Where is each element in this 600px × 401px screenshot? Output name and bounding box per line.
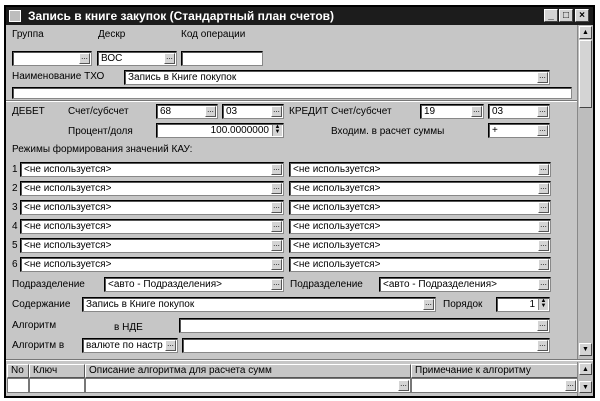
- tho-extra-field[interactable]: [12, 87, 572, 99]
- tho-value: Запись в Книге покупок: [128, 72, 237, 83]
- kau-debit-lookup-button[interactable]: ...: [271, 202, 282, 213]
- grid-col-note[interactable]: Примечание к алгоритму: [411, 364, 578, 378]
- desc-field[interactable]: [97, 51, 177, 66]
- content-field[interactable]: [82, 297, 436, 312]
- grid-cell-description[interactable]: [85, 378, 411, 393]
- tho-field[interactable]: [124, 70, 550, 85]
- opcode-label: Код операции: [181, 29, 246, 40]
- kau-credit-field[interactable]: [289, 181, 551, 196]
- window: [4, 5, 595, 398]
- kau-debit-field[interactable]: [20, 238, 284, 253]
- credit-account-value: 19: [424, 106, 436, 117]
- order-spinner[interactable]: ▲ ▼: [538, 299, 548, 310]
- kau-credit-lookup-button[interactable]: ...: [538, 259, 549, 270]
- kau-debit-lookup-button[interactable]: ...: [271, 183, 282, 194]
- grid-col-no[interactable]: No: [7, 364, 29, 378]
- debit-account-field[interactable]: [156, 104, 218, 119]
- debit-subaccount-value: 03: [226, 106, 238, 117]
- content-value: Запись в Книге покупок: [86, 299, 195, 310]
- kau-credit-lookup-button[interactable]: ...: [538, 183, 549, 194]
- scroll-down-button[interactable]: ▼: [579, 343, 592, 356]
- kau-credit-field[interactable]: [289, 162, 551, 177]
- grid-description-lookup-button[interactable]: ...: [398, 380, 409, 391]
- division-debit-label: Подразделение: [12, 279, 85, 290]
- percent-value: 100.0000000: [210, 125, 269, 136]
- debit-subaccount-lookup-button[interactable]: ...: [271, 106, 282, 117]
- kau-debit-field[interactable]: [20, 181, 284, 196]
- title-bar[interactable]: [6, 7, 593, 25]
- kau-credit-lookup-button[interactable]: ...: [538, 240, 549, 251]
- kau-credit-field[interactable]: [289, 219, 551, 234]
- division-debit-value: <авто - Подразделения>: [108, 279, 222, 290]
- kau-credit-value: <не используется>: [293, 240, 381, 251]
- division-credit-lookup-button[interactable]: ...: [538, 279, 549, 290]
- scroll-thumb[interactable]: [579, 40, 592, 108]
- algorithm-currency-lookup-button[interactable]: ...: [537, 340, 548, 351]
- sum-value: +: [492, 125, 498, 136]
- kau-row-number: 4: [12, 221, 18, 232]
- kau-debit-lookup-button[interactable]: ...: [271, 164, 282, 175]
- credit-subaccount-field[interactable]: [488, 104, 550, 119]
- grid-cell-no[interactable]: [7, 378, 29, 393]
- currency-select[interactable]: [82, 338, 178, 353]
- algorithm-nde-lookup-button[interactable]: ...: [537, 320, 548, 331]
- grid-scrollbar[interactable]: [577, 362, 593, 396]
- kau-debit-value: <не используется>: [24, 240, 112, 251]
- group-label: Группа: [12, 29, 44, 40]
- division-credit-label: Подразделение: [290, 279, 363, 290]
- grid-separator: [6, 359, 593, 361]
- kau-debit-field[interactable]: [20, 162, 284, 177]
- kau-credit-value: <не используется>: [293, 183, 381, 194]
- window-title: Запись в книге закупок (Стандартный план счетов): [28, 9, 335, 23]
- group-field[interactable]: [12, 51, 92, 66]
- kau-debit-value: <не используется>: [24, 164, 112, 175]
- kau-row-number: 5: [12, 240, 18, 251]
- algorithm-nde-field[interactable]: [179, 318, 550, 333]
- percent-field[interactable]: [156, 123, 284, 138]
- algorithm-nde-label: в НДЕ: [114, 322, 143, 333]
- kau-debit-lookup-button[interactable]: ...: [271, 240, 282, 251]
- kau-credit-value: <не используется>: [293, 202, 381, 213]
- percent-label: Процент/доля: [68, 126, 133, 137]
- sum-lookup-button[interactable]: ...: [537, 125, 548, 136]
- kau-debit-value: <не используется>: [24, 202, 112, 213]
- division-debit-lookup-button[interactable]: ...: [271, 279, 282, 290]
- kau-credit-lookup-button[interactable]: ...: [538, 221, 549, 232]
- tho-lookup-button[interactable]: ...: [537, 72, 548, 83]
- tho-label: Наименование ТХО: [12, 71, 105, 82]
- kau-credit-field[interactable]: [289, 200, 551, 215]
- algorithm-in-label: Алгоритм в: [12, 340, 65, 351]
- kau-credit-value: <не используется>: [293, 259, 381, 270]
- algorithm-currency-field[interactable]: [182, 338, 550, 353]
- kau-debit-value: <не используется>: [24, 183, 112, 194]
- credit-label: КРЕДИТ Счет/субсчет: [289, 106, 392, 117]
- kau-credit-lookup-button[interactable]: ...: [538, 202, 549, 213]
- kau-credit-field[interactable]: [289, 238, 551, 253]
- debit-account-lookup-button[interactable]: ...: [205, 106, 216, 117]
- kau-credit-value: <не используется>: [293, 164, 381, 175]
- kau-debit-field[interactable]: [20, 257, 284, 272]
- kau-row-number: 1: [12, 164, 18, 175]
- debit-subaccount-field[interactable]: [222, 104, 284, 119]
- kau-credit-field[interactable]: [289, 257, 551, 272]
- currency-select-value: валюте по настр: [86, 340, 163, 351]
- desc-value: ВОС: [101, 53, 123, 64]
- order-value: 1: [529, 299, 535, 310]
- kau-row-number: 3: [12, 202, 18, 213]
- debit-account-label: Счет/субсчет: [68, 106, 129, 117]
- grid-note-lookup-button[interactable]: ...: [565, 380, 576, 391]
- form-scrollbar[interactable]: [577, 25, 593, 360]
- kau-debit-lookup-button[interactable]: ...: [271, 259, 282, 270]
- credit-subaccount-lookup-button[interactable]: ...: [537, 106, 548, 117]
- sum-label: Входим. в расчет суммы: [331, 126, 445, 137]
- grid-cell-note[interactable]: [411, 378, 578, 393]
- close-button[interactable]: ×: [575, 9, 589, 22]
- kau-row-number: 2: [12, 183, 18, 194]
- scroll-up-button[interactable]: ▲: [579, 26, 592, 39]
- sum-field[interactable]: [488, 123, 550, 138]
- order-label: Порядок: [443, 299, 483, 310]
- grid-col-description[interactable]: Описание алгоритма для расчета сумм: [85, 364, 411, 378]
- window-icon: [9, 10, 21, 22]
- kau-debit-value: <не используется>: [24, 259, 112, 270]
- kau-debit-field[interactable]: [20, 200, 284, 215]
- desc-label: Дескр: [98, 29, 126, 40]
- grid-scroll-down-button[interactable]: ▼: [579, 381, 592, 393]
- order-field[interactable]: [496, 297, 550, 312]
- grid-scroll-up-button[interactable]: ▲: [579, 363, 592, 375]
- currency-select-button[interactable]: ...: [165, 340, 176, 351]
- debit-label: ДЕБЕТ: [12, 106, 45, 117]
- division-credit-field[interactable]: [379, 277, 551, 292]
- algorithm-label: Алгоритм: [12, 320, 57, 331]
- grid-col-key[interactable]: Ключ: [29, 364, 85, 378]
- content-lookup-button[interactable]: ...: [423, 299, 434, 310]
- kau-credit-lookup-button[interactable]: ...: [538, 164, 549, 175]
- opcode-field[interactable]: [181, 51, 263, 66]
- desc-lookup-button[interactable]: ...: [164, 53, 175, 64]
- maximize-button[interactable]: □: [559, 9, 573, 22]
- credit-account-field[interactable]: [420, 104, 484, 119]
- group-lookup-button[interactable]: ...: [79, 53, 90, 64]
- kau-credit-value: <не используется>: [293, 221, 381, 232]
- grid-cell-key[interactable]: [29, 378, 85, 393]
- content-label: Содержание: [12, 299, 71, 310]
- division-credit-value: <авто - Подразделения>: [383, 279, 497, 290]
- kau-label: Режимы формирования значений КАУ:: [12, 144, 193, 155]
- percent-spinner[interactable]: ▲ ▼: [272, 125, 282, 136]
- credit-subaccount-value: 03: [492, 106, 504, 117]
- kau-debit-field[interactable]: [20, 219, 284, 234]
- kau-debit-value: <не используется>: [24, 221, 112, 232]
- kau-row-number: 6: [12, 259, 18, 270]
- division-debit-field[interactable]: [104, 277, 284, 292]
- kau-debit-lookup-button[interactable]: ...: [271, 221, 282, 232]
- credit-account-lookup-button[interactable]: ...: [471, 106, 482, 117]
- debit-account-value: 68: [160, 106, 172, 117]
- minimize-button[interactable]: _: [544, 9, 558, 22]
- separator: [6, 100, 578, 102]
